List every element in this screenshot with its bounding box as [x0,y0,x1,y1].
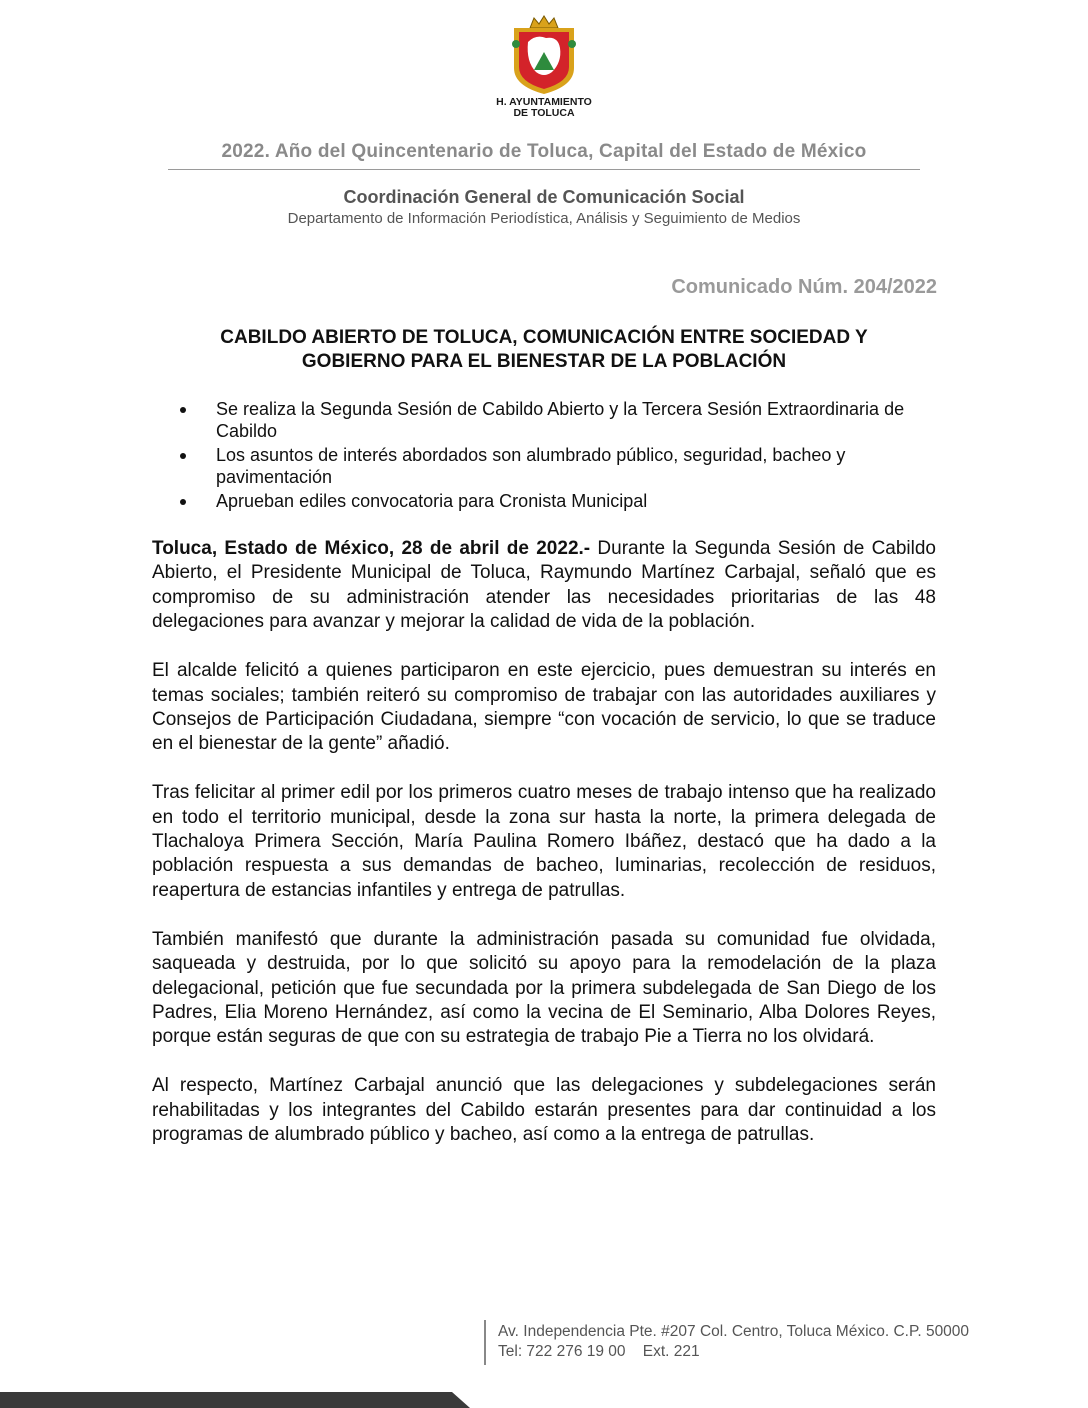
bullet-item [168,490,908,512]
bullet-item [168,444,908,488]
paragraph: El alcalde felicitó a quienes participaron en este ejercicio, pues demuestran su interés en temas sociales; también reiteró su compromiso de trabajar con las autoridades auxiliares y Consejos de Participación Ciudadana, siempre “con vocación de servicio, lo que se traduce en el bienestar de la gente” añadió. [152,660,936,755]
bullet-item [168,398,908,442]
paragraph: También manifestó que durante la administración pasada su comunidad fue olvidada, saqueada y destruida, por lo que solicitó su apoyo para la remodelación de la plaza delegacional, petición que fue secundada por la primera subdelegada de San Diego de los Padres, Elia Moreno Hernández, así como la vecina de El Seminario, Alba Dolores Reyes, porque están seguras de que con su estrategia de trabajo Pie a Tierra no los olvidará. [152,928,936,1048]
bullet-text: Se realiza la Segunda Sesión de Cabildo Abierto y la Tercera Sesión Extraordinaria de Cabildo [216,399,905,441]
department-subtitle: Departamento de Información Periodística, Análisis y Seguimiento de Medios [287,210,801,227]
paragraph-text: Durante la Segunda Sesión de Cabildo Abierto, el Presidente Municipal de Toluca, Raymundo Martínez Carbajal, señaló que es compromiso de su administración atender las necesidades prioritarias de las 48 delegaciones para avanzar y mejorar la calidad de vida de la población. [152,538,936,633]
bullet-icon [180,499,186,505]
toluca-logo [488,14,600,119]
summary-bullets [168,398,908,514]
footer-phone: Tel: 722 276 19 00 Ext. 221 [498,1343,700,1360]
bullet-text: Los asuntos de interés abordados son alumbrado público, seguridad, bacheo y pavimentación [216,445,846,487]
paragraph [152,537,936,635]
logo-caption-line1: H. AYUNTAMIENTO [496,96,592,108]
headline-line1: CABILDO ABIERTO DE TOLUCA, COMUNICACIÓN ENTRE SOCIEDAD Y [220,327,868,348]
logo-caption-line2: DE TOLUCA [513,107,575,119]
header-divider [168,169,920,170]
bullet-text: Aprueban ediles convocatoria para Cronista Municipal [216,491,648,511]
bullet-icon [180,453,186,459]
footer-address: Av. Independencia Pte. #207 Col. Centro, Toluca México. C.P. 50000 [498,1323,970,1340]
bullet-icon [180,407,186,413]
paragraph: Al respecto, Martínez Carbajal anunció que las delegaciones y subdelegaciones serán rehabilitadas y los integrantes del Cabildo estarán presentes para dar continuidad a los programas de alumbrado público y bacheo, así como a la entrega de patrullas. [152,1075,936,1146]
year-banner: 2022. Año del Quincentenario de Toluca, Capital del Estado de México [221,141,867,162]
bulletin-number: Comunicado Núm. 204/2022 [671,276,937,298]
coordination-title: Coordinación General de Comunicación Social [343,187,745,207]
footer-contact [498,1322,969,1362]
footer-accent-bar [0,1388,470,1408]
logo-caption [488,97,600,119]
footer-divider [484,1320,486,1365]
headline-line2: GOBIERNO PARA EL BIENESTAR DE LA POBLACIÓN [301,351,787,372]
toluca-seal-icon [506,14,582,96]
headline [152,326,936,374]
paragraph: Tras felicitar al primer edil por los primeros cuatro meses de trabajo intenso que ha realizado en todo el territorio municipal, desde la zona sur hasta la norte, la primera delegada de Tlachaloya Primera Sección, María Paulina Romero Ibáñez, destacó que ha dado a la población respuesta a sus demandas de bacheo, luminarias, recolección de residuos, reapertura de estancias infantiles y entrega de patrullas. [152,782,936,901]
article-body [152,537,936,1172]
dateline: Toluca, Estado de México, 28 de abril de 2022.- [152,538,591,559]
